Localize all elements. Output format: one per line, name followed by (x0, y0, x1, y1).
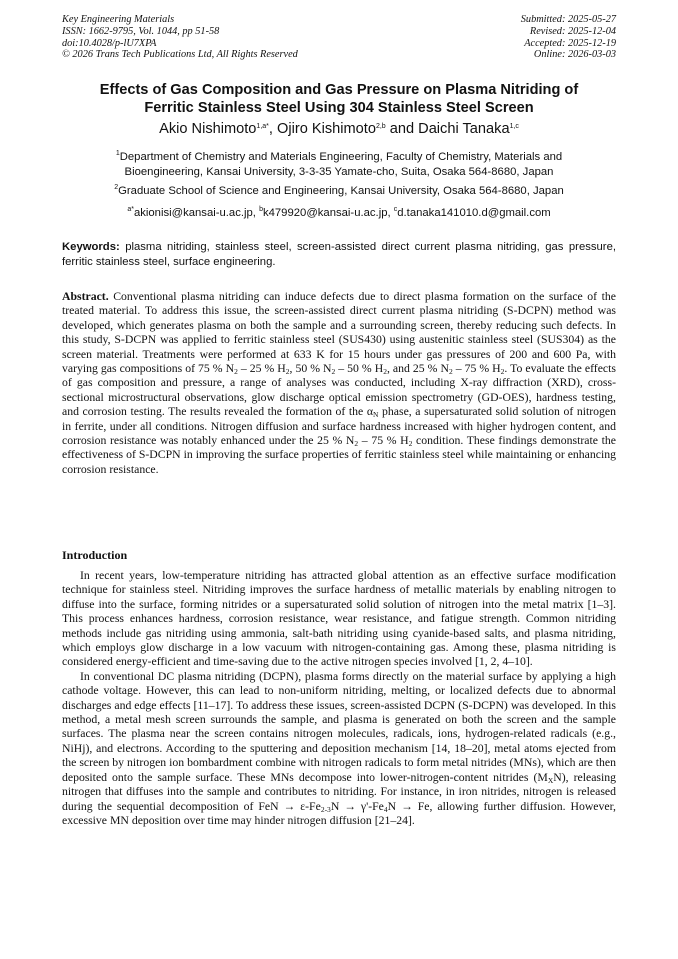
subscript: 4 (383, 804, 388, 814)
email-mark-a: a* (127, 206, 134, 213)
abstract-text: condition. These findings demonstrate the effectiveness of S-DCPN in improving the surface properties of ferritic stainless steel while maintaining or enhancing corrosion resistance. (62, 434, 616, 476)
affiliation-2 (62, 184, 616, 199)
journal-issn: ISSN: 1662-9795, Vol. 1044, pp 51-58 (62, 25, 220, 37)
introduction-body (62, 569, 616, 828)
author-affiliation-mark: 1,c (509, 123, 519, 130)
author-name: Daichi Tanaka (418, 121, 510, 137)
author-list (62, 121, 616, 138)
affiliation-1-text: Department of Chemistry and Materials Engineering, Faculty of Chemistry, Materials and (119, 151, 563, 163)
email-b: k479920@kansai-u.ac.jp, (262, 207, 394, 219)
email-a: akionisi@kansai-u.ac.jp, (133, 207, 260, 219)
introduction-heading: Introduction (62, 548, 128, 562)
affiliation-number: 1 (115, 150, 120, 157)
affiliation-1-line-1 (62, 150, 616, 165)
title-line-1: Effects of Gas Composition and Gas Pressure on Plasma Nitriding of (99, 82, 579, 98)
abstract-text: Conventional plasma nitriding can induce defects due to direct plasma formation on the surface of the treated material. To address this issue, the screen-assisted direct current plasma nitriding (S-DCPN) method was developed, which generates plasma on both the sample and a surrounding screen, thereby reducing such defects. In this study, S-DCPN was applied to ferritic stainless steel (SUS430) using austenitic stainless steel (SUS304) as the screen material. Treatments were performed at 633 K for 15 hours under gas pressures of 200 and 600 Pa, with varying gas compositions of 75 % N (62, 290, 616, 376)
title-line-2: Ferritic Stainless Steel Using 304 Stainless Steel Screen (144, 100, 534, 116)
header-right (521, 14, 616, 61)
abstract-text: phase, a supersaturated solid solution of nitrogen in ferrite, under all conditions. Nitrogen diffusion and surface hardness increased with higher hydrogen content, and corrosion resistance was notably enhanced under the 25 % N (62, 405, 616, 448)
abstract-text: – 75 % H (358, 434, 409, 448)
keywords-label: Keywords: (62, 241, 120, 253)
subscript: 2 (285, 367, 290, 377)
subscript: 2 (500, 367, 505, 377)
author-separator: , (268, 121, 277, 137)
abstract-text: . To evaluate the effects of gas composition and pressure, a range of analyses was conducted, including X-ray diffraction (XRD), cross-sectional microstructural observations, glow discharge optical emission spectrometry (GD-OES), hardness testing, and corrosion testing. The results revealed the formation of the α (62, 362, 616, 419)
keywords (62, 240, 616, 269)
author-emails (62, 206, 616, 221)
journal-name: Key Engineering Materials (62, 14, 175, 25)
subscript: 2 (234, 367, 238, 377)
affiliation-number: 2 (114, 184, 119, 191)
abstract-text: , 50 % N (289, 362, 332, 376)
keywords-text: plasma nitriding, stainless steel, screen-assisted direct current plasma nitriding, gas pressure, ferritic stainless steel, surface engineering. (62, 241, 616, 268)
subscript: X (547, 775, 554, 785)
author-affiliation-mark: 1,a* (256, 123, 269, 130)
paper-title (62, 81, 616, 117)
email-c: d.tanaka141010.d@gmail.com (397, 207, 551, 219)
revised-date: Revised: 2025-12-04 (529, 25, 616, 37)
journal-doi: doi:10.4028/p-lU7XPA (62, 37, 157, 49)
submitted-date: Submitted: 2025-05-27 (520, 14, 616, 25)
paragraph-text: In conventional DC plasma nitriding (DCPN), plasma forms directly on the material surface by applying a high cathode voltage. However, this can lead to non-uniform nitriding, melting, or localized defects due to abnormal discharges and edge effects [11–17]. To address these issues, screen-assisted DCPN (S-DCPN) was developed. In this method, a metal mesh screen surrounds the sample, and plasma is generated on both the screen and the sample surfaces. The plasma near the screen contains nitrogen molecules, radicals, ions, hydrogen-related radicals (e.g., NiHj), and electrons. According to the sputtering and deposition mechanism [14, 18–20], metal atoms ejected from the screen by nitrogen ion bombardment combine with nitrogen radicals to form metal nitrides (MNs), which are then deposited onto the sample surface. These MNs decompose into lower-nitrogen-content nitrides (M (62, 669, 616, 784)
abstract-text: – 50 % H (335, 362, 384, 376)
author-affiliation-mark: 2,b (375, 123, 386, 130)
abstract-text: – 25 % H (237, 362, 286, 376)
accepted-date: Accepted: 2025-12-19 (524, 37, 616, 49)
paragraph-text: N), releasing nitrogen that diffuses into the sample and contributes to nitriding. For instance, in iron nitrides, nitrogen is released during the sequential decomposition of FeN → ε-Fe (62, 770, 616, 813)
subscript: N (373, 410, 379, 420)
author-name: Ojiro Kishimoto (277, 121, 376, 137)
copyright-line: © 2026 Trans Tech Publications Ltd, All Rights Reserved (62, 49, 298, 61)
abstract-paragraph (62, 290, 616, 477)
introduction-paragraph-2 (62, 670, 616, 828)
paragraph-text: N → γ'-Fe (330, 799, 384, 813)
affiliation-1-line-2: Bioengineering, Kansai University, 3-3-35 Yamate-cho, Suita, Osaka 564-8680, Japan (124, 165, 554, 178)
subscript: 2 (448, 367, 453, 377)
abstract-label: Abstract. (62, 290, 109, 303)
affiliation-1 (62, 150, 616, 179)
subscript: 2 (331, 367, 336, 377)
paragraph-text: N → Fe, allowing further diffusion. However, excessive MN deposition over time may hinder nitrogen diffusion [21–24]. (62, 799, 616, 827)
author-separator: and (385, 121, 419, 137)
affiliation-2-text: Graduate School of Science and Engineering, Kansai University, Osaka 564-8680, Japan (118, 185, 564, 197)
subscript: 2 (383, 367, 387, 377)
header-left (62, 14, 298, 61)
abstract (62, 290, 616, 477)
author-name: Akio Nishimoto (159, 121, 257, 137)
subscript: 2-3 (320, 804, 331, 814)
abstract-text: , and 25 % N (386, 362, 449, 376)
email-mark-b: b (259, 206, 263, 213)
email-mark-c: c (393, 206, 398, 213)
abstract-text: – 75 % H (452, 362, 501, 376)
subscript: 2 (354, 439, 359, 449)
online-date: Online: 2026-03-03 (533, 49, 616, 61)
introduction-paragraph-1: In recent years, low-temperature nitriding has attracted global attention as an effective surface modification technique for stainless steel. Nitriding improves the surface hardness of metallic materials by enabling nitrogen to diffuse into the surface, forming nitrides or a supersaturated solid solution of nitrogen into the metal matrix [1–3]. This process enhances hardness, corrosion resistance, wear resistance, and fatigue strength. Common nitriding methods include gas nitriding using ammonia, salt-bath nitriding using cyanide-based salts, and plasma nitriding, which employs glow discharge in a low vacuum with nitrogen-containing gas. Among these, plasma nitriding is considered energy-efficient and time-saving due to the active nitrogen species involved [1, 2, 4–10]. (62, 569, 616, 669)
subscript: 2 (408, 439, 413, 449)
